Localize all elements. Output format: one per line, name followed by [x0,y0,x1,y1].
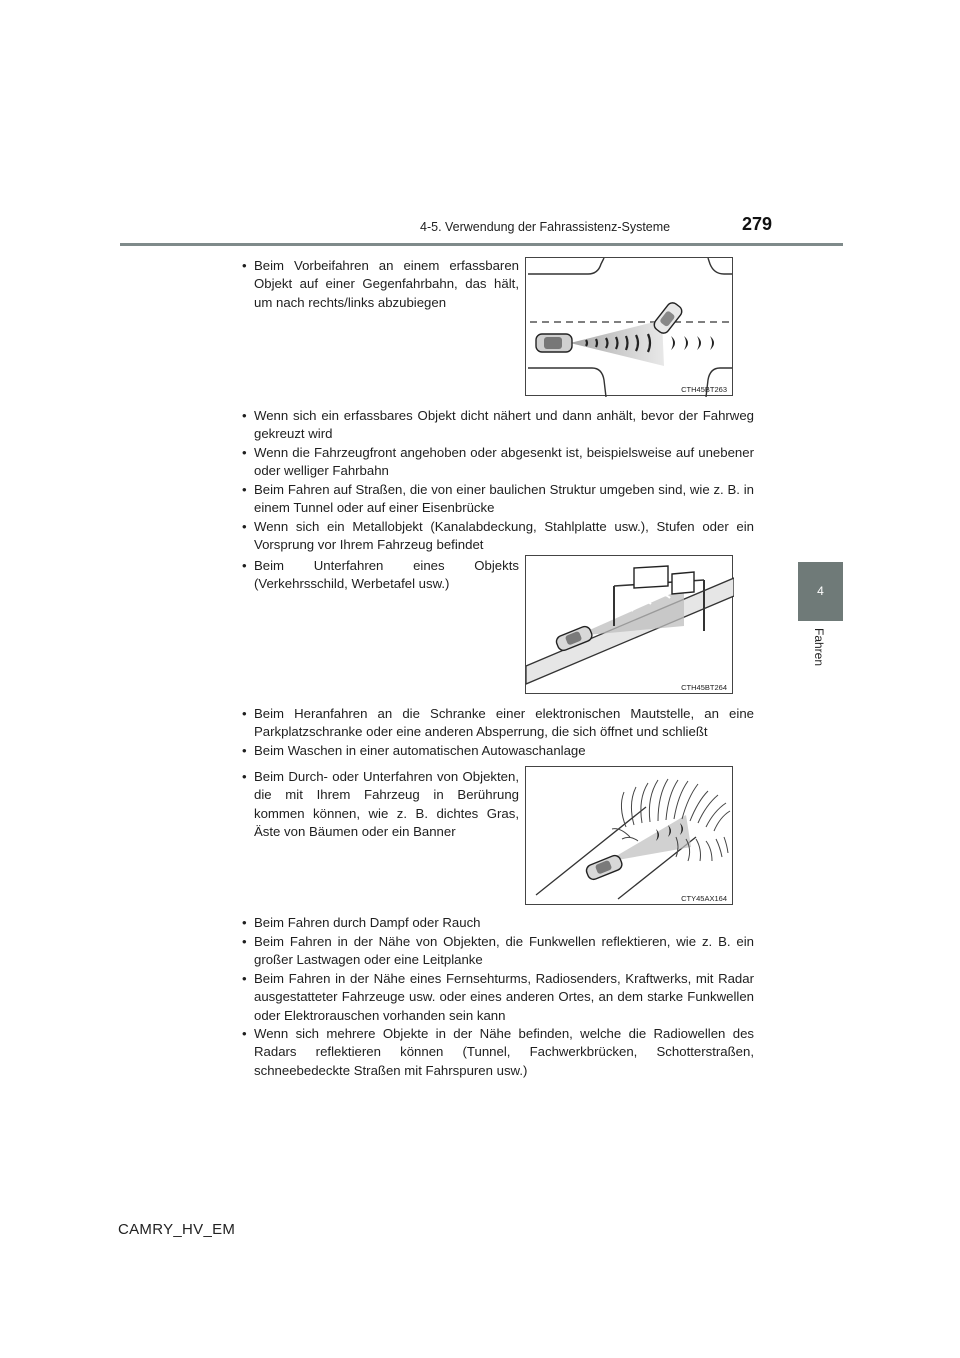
list-item: • Beim Vorbeifahren an einem erfassbaren Objekt auf einer Gegenfahrbahn, das hält, um nach rechts/links abzubiegen [242,257,519,312]
chapter-tab: 4 [798,562,843,621]
list-item: • Beim Heranfahren an die Schranke einer elektronischen Mautstelle, an eine Parkplatzschranke oder eine anderen Absperrung, die sich öffnet und schließt [242,705,754,742]
chapter-label: Fahren [812,628,826,667]
dense-grass-illustration [526,767,734,906]
header-divider [120,243,843,246]
section-title: 4-5. Verwendung der Fahrassistenz-Systeme [420,220,671,234]
figure-overhead-sign [525,555,733,694]
figure-oncoming-turn [525,257,733,396]
list-item: • Beim Fahren in der Nähe von Objekten, die Funkwellen reflektieren, wie z. B. ein großer Lastwagen oder eine Leitplanke [242,933,754,970]
list-item: • Wenn die Fahrzeugfront angehoben oder abgesenkt ist, beispielsweise auf unebener oder welliger Fahrbahn [242,444,754,481]
overhead-sign-illustration [526,556,734,695]
list-item: • Beim Fahren durch Dampf oder Rauch [242,914,754,932]
figure-code: CTH45BT264 [681,683,727,692]
list-item: • Beim Waschen in einer automatischen Autowaschanlage [242,742,754,760]
list-item: • Beim Fahren in der Nähe eines Fernsehturms, Radiosenders, Kraftwerks, mit Radar ausgestatteter Fahrzeuge usw. oder eines anderen Ortes, an dem starke Funkwellen oder Elektrorauschen vorhanden sein kann [242,970,754,1025]
figure-dense-grass [525,766,733,905]
list-item: • Beim Fahren auf Straßen, die von einer baulichen Struktur umgeben sind, wie z. B. in einem Tunnel oder auf einer Eisenbrücke [242,481,754,518]
figure-code: CTY45AX164 [681,894,727,903]
list-item: • Wenn sich ein erfassbares Objekt dicht nähert und dann anhält, bevor der Fahrweg gekreuzt wird [242,407,754,444]
page-number: 279 [742,214,773,234]
list-item: • Beim Durch- oder Unterfahren von Objekten, die mit Ihrem Fahrzeug in Berührung kommen können, wie z. B. dichtes Gras, Äste von Bäumen oder ein Banner [242,768,519,841]
list-item: • Wenn sich mehrere Objekte in der Nähe befinden, welche die Radiowellen des Radars reflektieren können (Tunnel, Fachwerkbrücken, Schotterstraßen, schneebedeckte Straßen mit Fahrspuren usw.) [242,1025,754,1080]
list-item: • Beim Unterfahren eines Objekts (Verkehrsschild, Werbetafel usw.) [242,557,519,594]
list-item: • Wenn sich ein Metallobjekt (Kanalabdeckung, Stahlplatte usw.), Stufen oder ein Vorsprung vor Ihrem Fahrzeug befindet [242,518,754,555]
oncoming-turn-illustration [526,258,734,397]
figure-code: CTH45BT263 [681,385,727,394]
model-code: CAMRY_HV_EM [118,1221,236,1238]
